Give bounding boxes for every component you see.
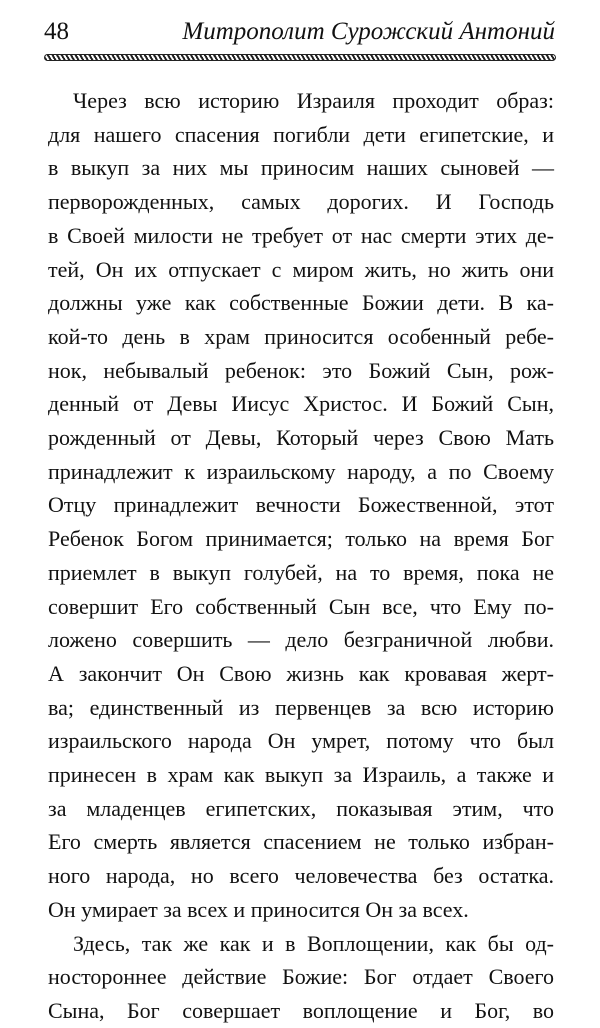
text-line: ного народа, но всего человечества без остатка.: [48, 863, 554, 889]
text-line: нок, небывалый ребенок: это Божий Сын, рож-: [48, 357, 554, 383]
text-line: Его смерть является спасением не только избран-: [48, 829, 554, 855]
text-line: приемлет в выкуп голубей, на то время, пока не: [48, 559, 554, 585]
text-line: принадлежит к израильскому народу, а по Своему: [48, 458, 554, 484]
text-line: ва; единственный из первенцев за всю историю: [48, 694, 554, 720]
text-line: Он умирает за всех и приносится Он за всех.: [48, 896, 469, 922]
text-line: кой-то день в храм приносится особенный ребе-: [48, 323, 554, 349]
text-line: за младенцев египетских, показывая этим, что: [48, 795, 554, 821]
text-line: в Своей милости не требует от нас смерти этих де-: [48, 222, 554, 248]
text-line: Ребенок Богом принимается; только на время Бог: [48, 526, 554, 552]
text-line: Здесь, так же как и в Воплощении, как бы од-: [73, 930, 554, 956]
text-line: израильского народа Он умрет, потому что был: [48, 728, 554, 754]
text-line: перворожденных, самых дорогих. И Господь: [48, 189, 554, 215]
running-header: [44, 18, 555, 48]
text-line: Отцу принадлежит вечности Божественной, этот: [48, 492, 554, 518]
text-line: в выкуп за них мы приносим наших сыновей —: [48, 155, 554, 181]
body-text: [48, 84, 554, 1028]
text-line: тей, Он их отпускает с миром жить, но жить они: [48, 256, 554, 282]
page-number: 48: [44, 18, 69, 45]
decorative-rope-rule: [44, 54, 556, 61]
text-line: рожденный от Девы, Который через Свою Мать: [48, 425, 554, 451]
text-line: денный от Девы Иисус Христос. И Божий Сын,: [48, 391, 554, 417]
text-line: совершит Его собственный Сын все, что Ему по-: [48, 593, 554, 619]
text-line: принесен в храм как выкуп за Израиль, а также и: [48, 762, 554, 788]
text-line: Сына, Бог совершает воплощение и Бог, во: [48, 997, 554, 1023]
text-line: ложено совершить — дело безграничной любви.: [48, 627, 554, 653]
running-title: Митрополит Сурожский Антоний: [182, 18, 555, 45]
text-line: А закончит Он Свою жизнь как кровавая жерт-: [48, 660, 554, 686]
text-line: Через всю историю Израиля проходит образ:: [73, 88, 554, 113]
text-line: для нашего спасения погибли дети египетские, и: [48, 121, 554, 147]
text-line: должны уже как собственные Божии дети. В ка-: [48, 290, 554, 316]
text-line: ностороннее действие Божие: Бог отдает Своего: [48, 964, 554, 990]
